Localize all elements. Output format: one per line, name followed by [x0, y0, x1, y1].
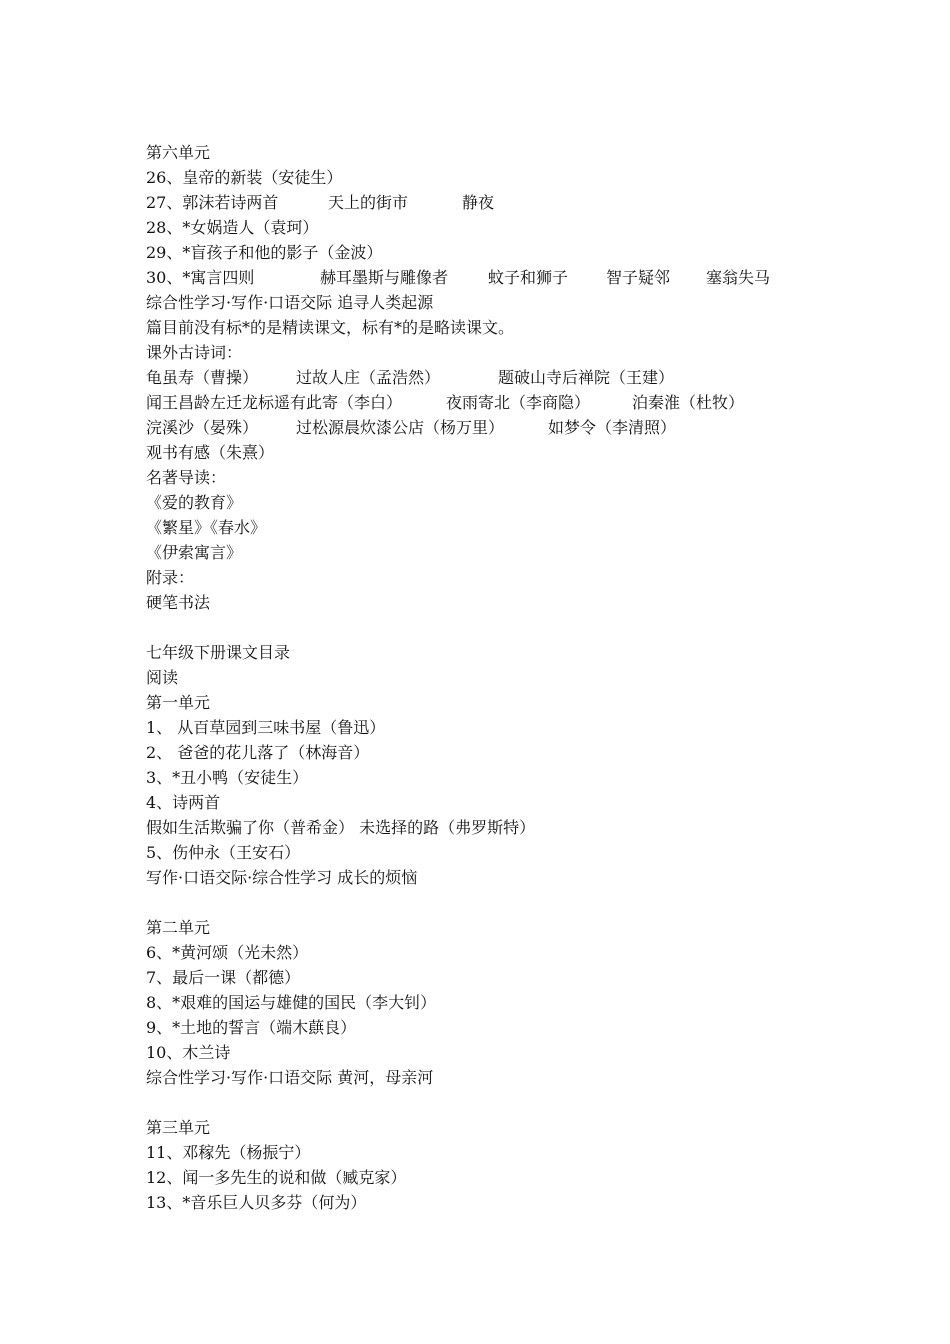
- lesson-subtitle: 塞翁失马: [706, 268, 771, 287]
- activity-line: 综合性学习·写作·口语交际 追寻人类起源: [146, 293, 434, 312]
- lesson-subtitle: 赫耳墨斯与雕像者: [320, 268, 449, 287]
- poem-item: 泊秦淮（杜牧）: [632, 393, 745, 412]
- lesson-line: 6、*黄河颂（光未然）: [146, 943, 309, 962]
- unit-heading: 第一单元: [146, 693, 211, 712]
- classic-item: 《伊索寓言》: [146, 543, 243, 562]
- poem-item: 如梦令（李清照）: [548, 418, 677, 437]
- poems-heading: 课外古诗词：: [146, 343, 243, 362]
- spacer: [146, 1090, 906, 1115]
- lesson-line: 7、最后一课（都德）: [146, 968, 301, 987]
- poem-item: 浣溪沙（晏殊）: [146, 418, 259, 437]
- classic-item: 《爱的教育》: [146, 493, 243, 512]
- lesson-line: 8、*艰难的国运与雄健的国民（李大钊）: [146, 993, 437, 1012]
- document-body: [146, 140, 906, 1215]
- lesson-line: 10、木兰诗: [146, 1043, 231, 1062]
- poem-item: 过故人庄（孟浩然）: [296, 368, 441, 387]
- lesson-line: 2、 爸爸的花儿落了（林海音）: [146, 743, 370, 762]
- lesson-line: 1、 从百草园到三味书屋（鲁迅）: [146, 718, 386, 737]
- lesson-subtitle: 蚊子和狮子: [488, 268, 569, 287]
- poem-item: 过松源晨炊漆公店（杨万里）: [296, 418, 505, 437]
- lesson-line: 11、邓稼先（杨振宁）: [146, 1143, 311, 1162]
- lesson-line: [146, 190, 906, 215]
- poem-item: 夜雨寄北（李商隐）: [446, 393, 591, 412]
- lesson-subtitle: 智子疑邻: [606, 268, 671, 287]
- poems-row: [146, 390, 906, 415]
- poems-row: [146, 365, 906, 390]
- lesson-line: 9、*土地的誓言（端木蕻良）: [146, 1018, 357, 1037]
- spacer: [146, 890, 906, 915]
- poem-item: 闻王昌龄左迁龙标遥有此寄（李白）: [146, 393, 403, 412]
- appendix-item: 硬笔书法: [146, 593, 211, 612]
- classic-item: 《繁星》《春水》: [146, 518, 267, 537]
- lesson-line: 5、伤仲永（王安石）: [146, 843, 301, 862]
- activity-line: 写作·口语交际·综合性学习 成长的烦恼: [146, 868, 418, 887]
- lesson-line: 12、闻一多先生的说和做（臧克家）: [146, 1168, 407, 1187]
- unit-heading: 第二单元: [146, 918, 211, 937]
- lesson-line: 28、*女娲造人（袁珂）: [146, 218, 319, 237]
- lesson-line: 假如生活欺骗了你（普希金） 未选择的路（弗罗斯特）: [146, 818, 536, 837]
- part-heading: 阅读: [146, 668, 179, 687]
- lesson-line: 3、*丑小鸭（安徒生）: [146, 768, 309, 787]
- poem-item: 龟虽寿（曹操）: [146, 368, 259, 387]
- lesson-line: [146, 265, 906, 290]
- activity-line: 综合性学习·写作·口语交际 黄河，母亲河: [146, 1068, 434, 1087]
- note-line: 篇目前没有标*的是精读课文，标有*的是略读课文。: [146, 318, 515, 337]
- spacer: [146, 615, 906, 640]
- unit-heading: 第三单元: [146, 1118, 211, 1137]
- lesson-line: 26、皇帝的新装（安徒生）: [146, 168, 343, 187]
- lesson-subtitle: 静夜: [462, 193, 495, 212]
- section-title: 七年级下册课文目录: [146, 643, 291, 662]
- unit-heading: 第六单元: [146, 143, 211, 162]
- poem-item: 题破山寺后禅院（王建）: [498, 368, 675, 387]
- lesson-subtitle: 天上的街市: [328, 193, 409, 212]
- lesson-line: 29、*盲孩子和他的影子（金波）: [146, 243, 383, 262]
- lesson-line: 4、诗两首: [146, 793, 221, 812]
- poem-item: 观书有感（朱熹）: [146, 443, 275, 462]
- classics-heading: 名著导读：: [146, 468, 227, 487]
- lesson-line: 13、*音乐巨人贝多芬（何为）: [146, 1193, 367, 1212]
- lesson-title: 27、郭沫若诗两首: [146, 193, 279, 212]
- poems-row: [146, 415, 906, 440]
- appendix-heading: 附录：: [146, 568, 195, 587]
- lesson-title: 30、*寓言四则: [146, 268, 255, 287]
